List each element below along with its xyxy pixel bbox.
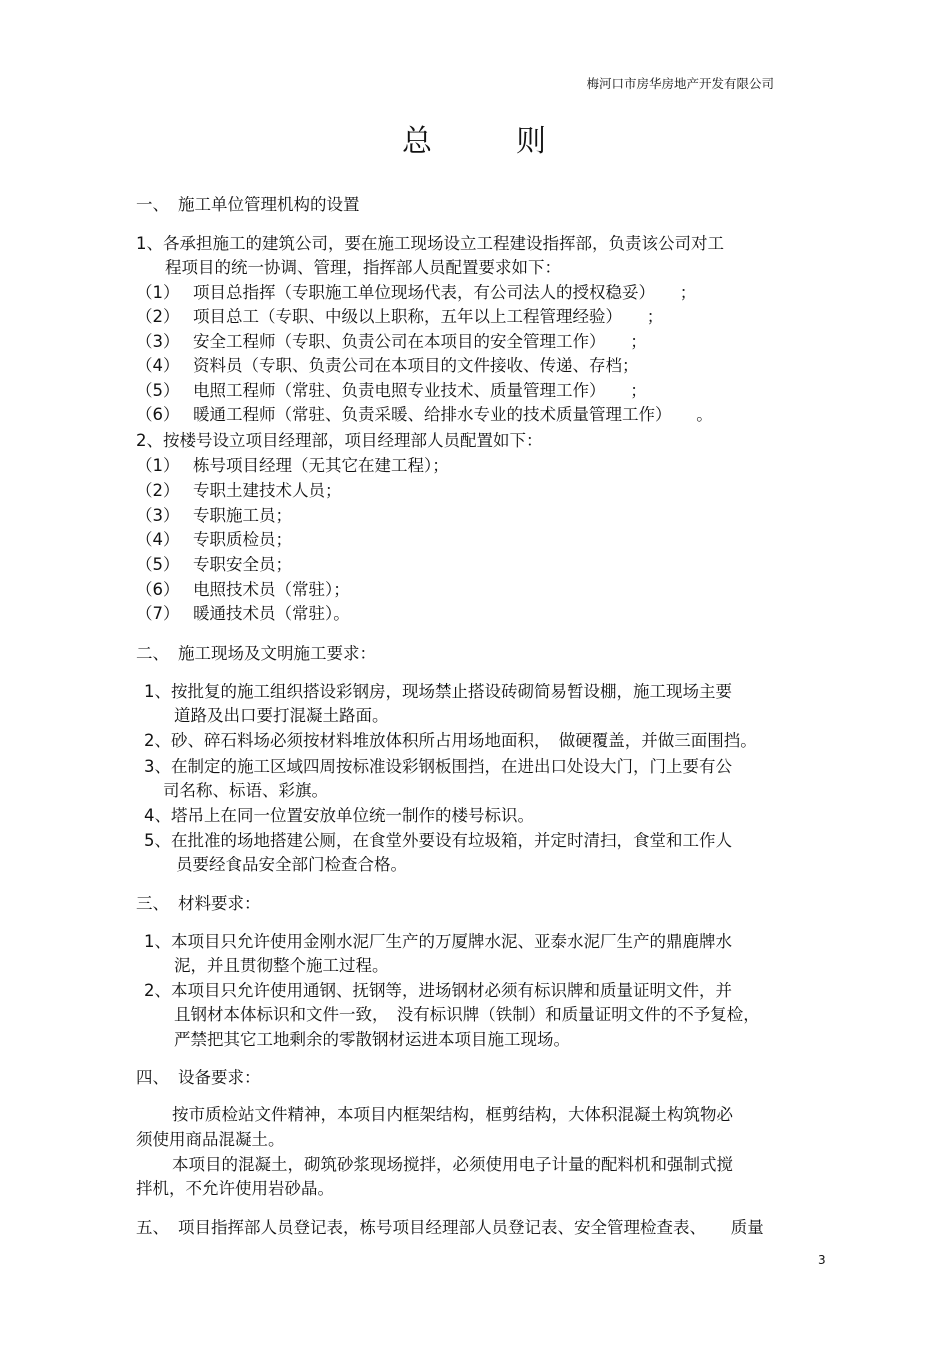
section-title: 设备要求：	[178, 1068, 261, 1087]
paragraph-line: 2、砂、碎石料场必须按材料堆放体积所占用场地面积， 做硬覆盖，并做三面围挡。	[144, 731, 757, 750]
paragraph-line: 1、各承担施工的建筑公司，要在施工现场设立工程建设指挥部，负责该公司对工	[136, 234, 724, 253]
section-number: 三、	[136, 894, 169, 913]
list-item-text: 暖通工程师（常驻、负责采暖、给排水专业的技术质量管理工作） 。	[193, 405, 713, 424]
list-item-number: （7）	[136, 604, 180, 623]
page-number: 3	[818, 1253, 826, 1267]
page-title	[0, 120, 950, 164]
list-item	[136, 380, 647, 402]
section-2-heading	[136, 643, 376, 665]
list-item-number: （6）	[136, 580, 180, 599]
list-item	[136, 529, 292, 551]
list-item	[136, 603, 350, 625]
list-item-text: 栋号项目经理（无其它在建工程）；	[193, 456, 449, 475]
paragraph-line: 3、在制定的施工区域四周按标准设彩钢板围挡，在进出口处设大门，门上要有公	[144, 757, 732, 776]
paragraph-line: 司名称、标语、彩旗。	[163, 781, 328, 800]
section-title: 项目指挥部人员登记表，栋号项目经理部人员登记表、安全管理检查表、 质量	[178, 1218, 764, 1237]
list-item-text: 电照技术员（常驻）；	[193, 580, 350, 599]
paragraph-line: 2、本项目只允许使用通钢、抚钢等，进场钢材必须有标识牌和质量证明文件，并	[144, 981, 732, 1000]
list-item-number: （1）	[136, 456, 180, 475]
list-item-text: 专职安全员；	[193, 555, 292, 574]
paragraph-line: 5、在批准的场地搭建公厕，在食堂外要设有垃圾箱，并定时清扫，食堂和工作人	[144, 831, 732, 850]
list-item-text: 项目总工（专职、中级以上职称，五年以上工程管理经验） ；	[193, 307, 664, 326]
section-3-heading	[136, 893, 261, 915]
section-title: 材料要求：	[178, 894, 261, 913]
paragraph-line: 按市质检站文件精神，本项目内框架结构，框剪结构，大体积混凝土构筑物必	[172, 1105, 733, 1124]
paragraph-line: 泥，并且贯彻整个施工过程。	[174, 956, 389, 975]
title-left-char: 总	[402, 124, 434, 159]
list-item	[136, 282, 696, 304]
section-number: 二、	[136, 644, 169, 663]
list-item-number: （2）	[136, 481, 180, 500]
paragraph-line: 程项目的统一协调、管理，指挥部人员配置要求如下：	[165, 258, 561, 277]
list-item-number: （5）	[136, 381, 180, 400]
section-number: 五、	[136, 1218, 169, 1237]
paragraph-line: 拌机，不允许使用岩砂晶。	[136, 1179, 334, 1198]
list-item-text: 安全工程师（专职、负责公司在本项目的安全管理工作） ；	[193, 332, 647, 351]
list-item-number: （1）	[136, 283, 180, 302]
list-item-number: （6）	[136, 405, 180, 424]
list-item-number: （5）	[136, 555, 180, 574]
list-item-text: 专职土建技术人员；	[193, 481, 342, 500]
list-item	[136, 306, 663, 328]
paragraph-line: 2、按楼号设立项目经理部，项目经理部人员配置如下：	[136, 431, 543, 450]
list-item	[136, 331, 647, 353]
list-item-number: （2）	[136, 307, 180, 326]
list-item	[136, 480, 342, 502]
paragraph-line: 道路及出口要打混凝土路面。	[174, 706, 389, 725]
list-item-text: 暖通技术员（常驻）。	[193, 604, 350, 623]
list-item-text: 专职施工员；	[193, 506, 292, 525]
paragraph-line: 1、按批复的施工组织搭设彩钢房，现场禁止搭设砖砌简易暂设棚，施工现场主要	[144, 682, 732, 701]
section-title: 施工单位管理机构的设置	[178, 195, 360, 214]
paragraph-line: 且钢材本体标识和文件一致， 没有标识牌（铁制）和质量证明文件的不予复检，	[174, 1005, 760, 1024]
section-1-heading	[136, 194, 360, 216]
list-item	[136, 505, 292, 527]
list-item	[136, 355, 639, 377]
list-item	[136, 579, 350, 601]
list-item	[136, 455, 449, 477]
section-4-heading	[136, 1067, 261, 1089]
list-item-text: 电照工程师（常驻、负责电照专业技术、质量管理工作） ；	[193, 381, 647, 400]
section-title: 施工现场及文明施工要求：	[178, 644, 376, 663]
list-item	[136, 554, 292, 576]
title-right-char: 则	[516, 124, 548, 159]
list-item-number: （3）	[136, 506, 180, 525]
list-item-number: （4）	[136, 530, 180, 549]
paragraph-line: 严禁把其它工地剩余的零散钢材运进本项目施工现场。	[174, 1030, 570, 1049]
section-number: 一、	[136, 195, 169, 214]
paragraph-line: 1、本项目只允许使用金刚水泥厂生产的万厦牌水泥、亚泰水泥厂生产的鼎鹿牌水	[144, 932, 732, 951]
list-item-text: 专职质检员；	[193, 530, 292, 549]
paragraph-line: 须使用商品混凝土。	[136, 1130, 285, 1149]
paragraph-line: 4、塔吊上在同一位置安放单位统一制作的楼号标识。	[144, 806, 534, 825]
paragraph-line: 本项目的混凝土，砌筑砂浆现场搅拌，必须使用电子计量的配料机和强制式搅	[172, 1155, 733, 1174]
company-header: 梅河口市房华房地产开发有限公司	[586, 76, 774, 91]
list-item-number: （4）	[136, 356, 180, 375]
list-item	[136, 404, 713, 426]
list-item-text: 项目总指挥（专职施工单位现场代表，有公司法人的授权稳妥） ；	[193, 283, 697, 302]
section-5-heading	[136, 1217, 764, 1239]
list-item-text: 资料员（专职、负责公司在本项目的文件接收、传递、存档；	[193, 356, 639, 375]
paragraph-line: 员要经食品安全部门检查合格。	[176, 855, 407, 874]
list-item-number: （3）	[136, 332, 180, 351]
section-number: 四、	[136, 1068, 169, 1087]
